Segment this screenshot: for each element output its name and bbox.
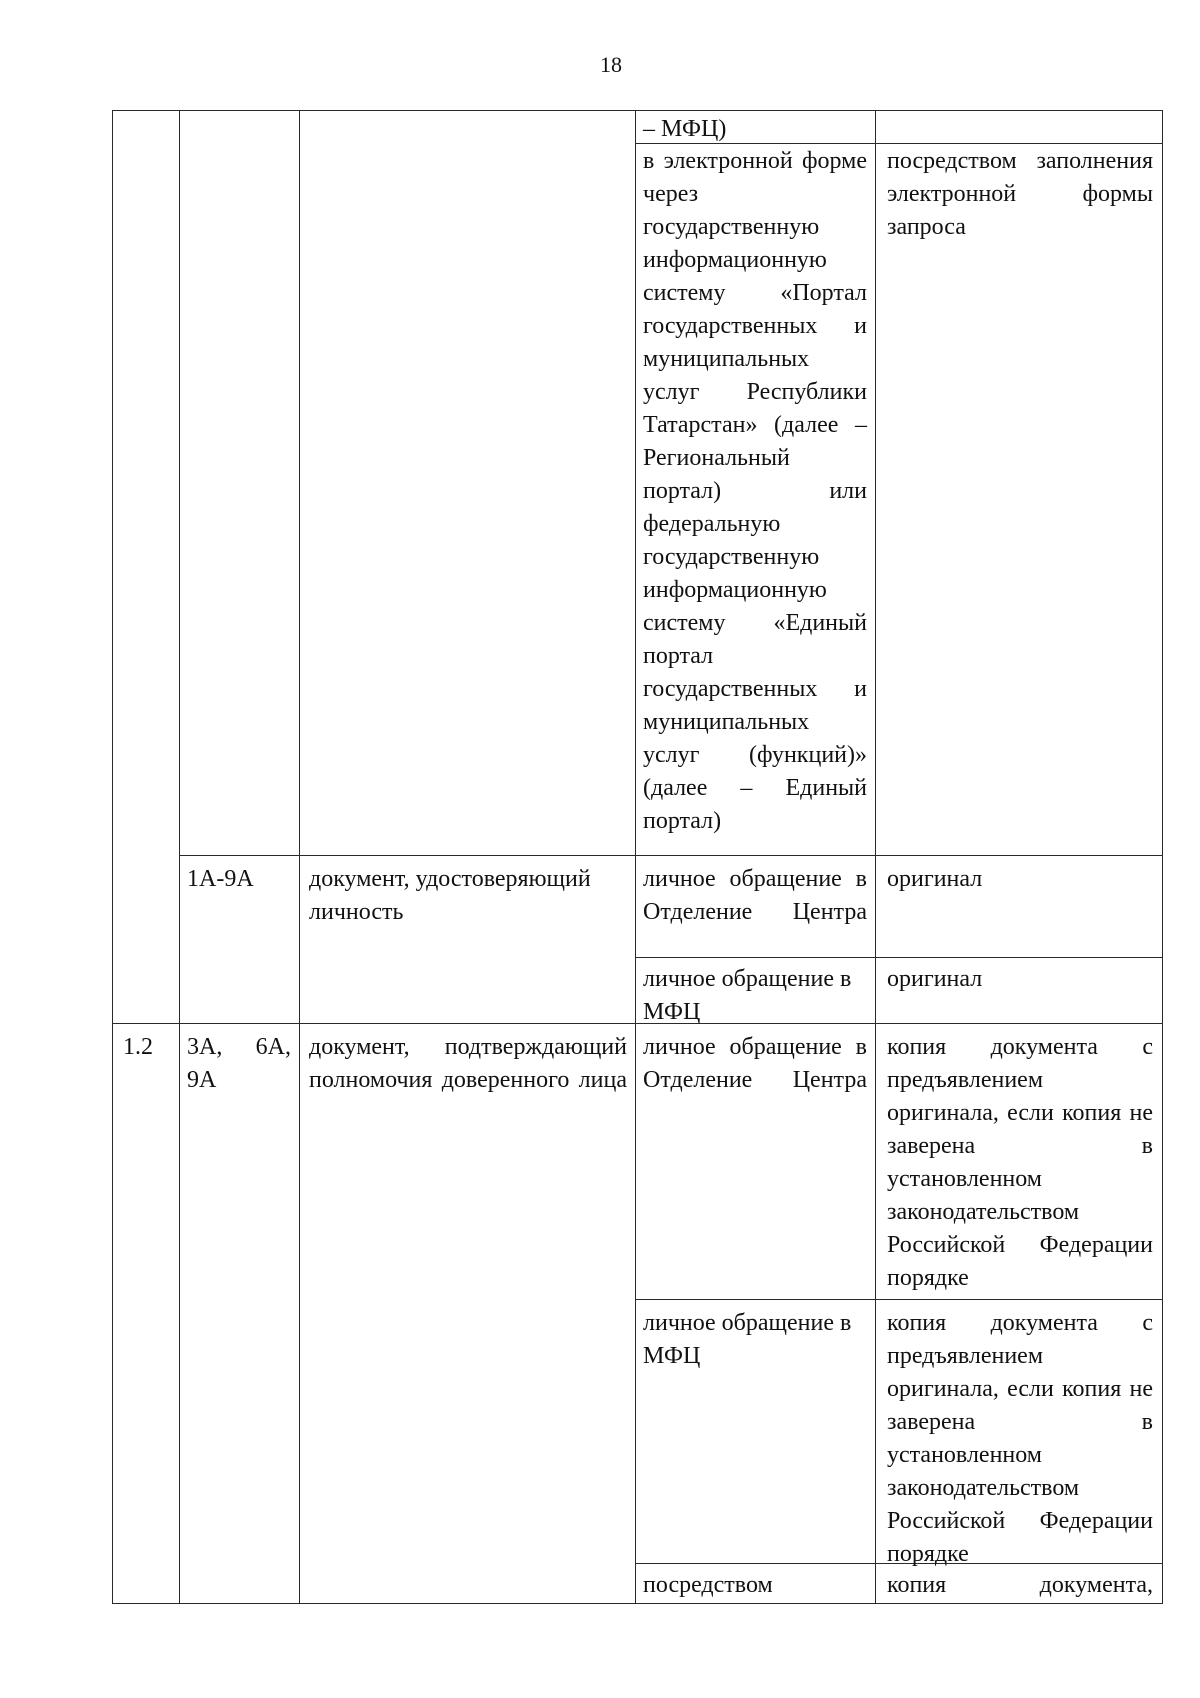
cell-1-2-channel-1: личное обращение в Отделение Центра (643, 1034, 867, 1093)
cell-identity-codes: 1А-9А (187, 866, 254, 892)
row-divider-identity (179, 855, 1163, 856)
cell-1-2-form-1: копия документа с предъявлением оригинала, если копия не заверена в установленном законодательством Российской Федерации порядке (887, 1034, 1153, 1291)
column-divider-right (1162, 111, 1163, 1603)
cell-1-2-form-3: копия документа, (887, 1572, 1153, 1598)
document-table (112, 110, 1163, 1604)
cell-1-2-form-2: копия документа с предъявлением оригинала, если копия не заверена в установленном законодательством Российской Федерации порядке (887, 1310, 1153, 1567)
cell-continued-channel-2: в электронной форме через государственную информационную систему «Портал государственных и муниципальных услуг Республики Татарстан» (далее – Региональный портал) или федеральную государственную информационную систему «Единый портал государственных и муниципальных услуг (функций)» (далее – Единый портал) (643, 148, 867, 834)
cell-identity-channel-2: личное обращение в МФЦ (643, 966, 852, 1025)
cell-identity-channel-1: личное обращение в Отделение Центра (643, 866, 867, 925)
row-divider-1-2 (113, 1023, 1163, 1024)
row-divider-1-2-channel-2 (635, 1299, 1163, 1300)
cell-continued-form-2: посредством заполнения электронной формы запроса (887, 148, 1153, 240)
cell-identity-form-1: оригинал (887, 866, 983, 892)
column-divider-number (179, 111, 180, 1603)
column-divider-codes (299, 111, 300, 1603)
cell-identity-document: документ, удостоверяющий личность (309, 866, 591, 925)
row-divider-identity-channels (635, 957, 1163, 958)
cell-identity-form-2: оригинал (887, 966, 983, 992)
cell-1-2-channel-3: посредством (643, 1572, 773, 1598)
cell-1-2-number: 1.2 (123, 1034, 153, 1060)
cell-1-2-codes: 3А, 6А, 9А (187, 1034, 291, 1093)
column-divider-document (635, 111, 636, 1603)
cell-1-2-document: документ, подтверждающий полномочия доверенного лица (309, 1034, 627, 1093)
page-number: 18 (600, 52, 622, 77)
column-divider-channel (875, 111, 876, 1603)
cell-1-2-channel-2: личное обращение в МФЦ (643, 1310, 852, 1369)
cell-continued-channel-1: – МФЦ) (643, 116, 727, 142)
